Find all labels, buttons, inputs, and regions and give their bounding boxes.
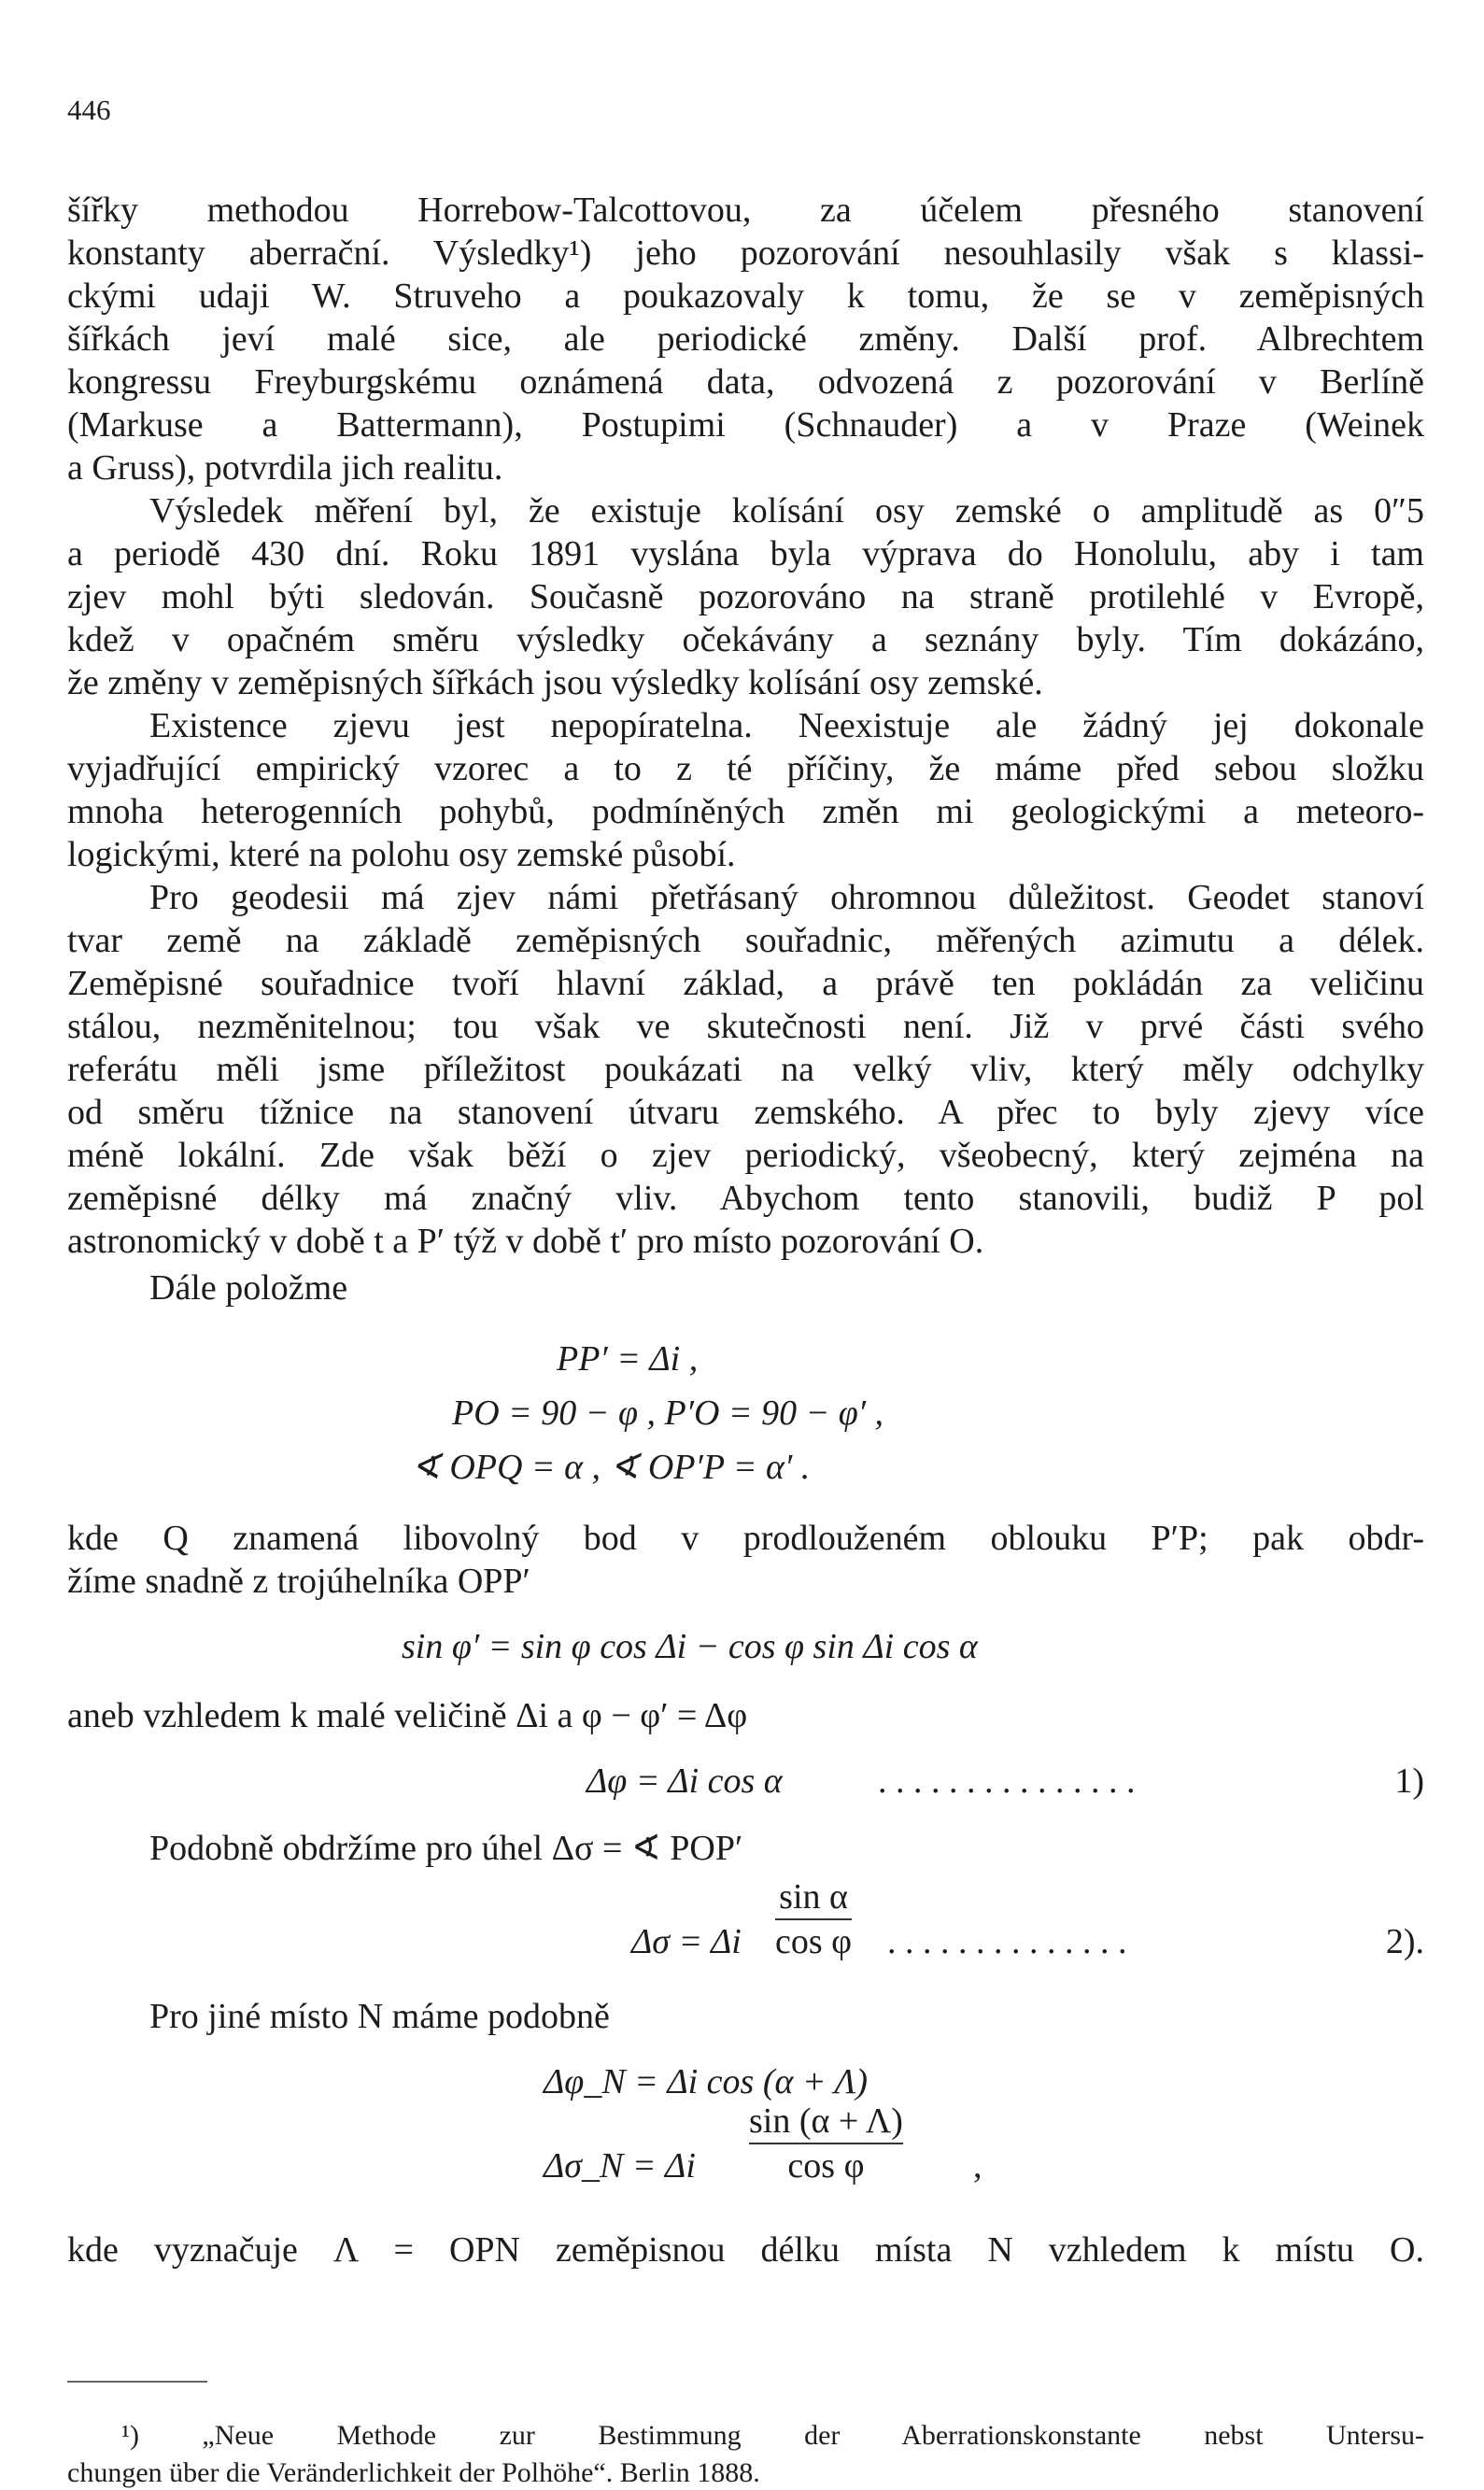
text-line: vyjadřující empirický vzorec a to z té příčiny, že máme před sebou složku bbox=[67, 749, 1424, 788]
text-line: tvar země na základě zeměpisných souřadnic, měřených azimutu a délek. bbox=[67, 921, 1424, 960]
fraction bbox=[775, 1877, 852, 1961]
equation: PP′ = Δi , bbox=[557, 1339, 699, 1379]
text-line: od směru tížnice na stanovení útvaru zemského. A přec to byly zjevy více bbox=[67, 1093, 1424, 1132]
footnote-divider bbox=[67, 2381, 207, 2383]
text-line: zeměpisné délky má značný vliv. Abychom tento stanovili, budiž P pol bbox=[67, 1179, 1424, 1218]
equation: Δσ_N = Δi bbox=[544, 2146, 696, 2186]
text-line: Podobně obdržíme pro úhel Δσ = ∢ POP′ bbox=[149, 1829, 743, 1868]
leader-dots: . . . . . . . . . . . . . . . bbox=[878, 1761, 1136, 1801]
text-line: šířkách jeví malé sice, ale periodické změny. Další prof. Albrechtem bbox=[67, 319, 1424, 359]
text-line: aneb vzhledem k malé veličině Δi a φ − φ′ = Δφ bbox=[67, 1696, 748, 1735]
text-line: (Markuse a Battermann), Postupimi (Schnauder) a v Praze (Weinek bbox=[67, 405, 1424, 445]
text-line: Zeměpisné souřadnice tvoří hlavní základ, a právě ten pokládán za veličinu bbox=[67, 964, 1424, 1003]
equation: sin φ′ = sin φ cos Δi − cos φ sin Δi cos α bbox=[402, 1627, 978, 1666]
text-line: šířky methodou Horrebow-Talcottovou, za účelem přesného stanovení bbox=[67, 191, 1424, 230]
text-line: zjev mohl býti sledován. Současně pozorováno na straně protilehlé v Evropě, bbox=[67, 577, 1424, 616]
text-line: logickými, které na polohu osy zemské působí. bbox=[67, 835, 736, 874]
text-line: kongressu Freyburgskému oznámená data, odvozená z pozorování v Berlíně bbox=[67, 362, 1424, 402]
text-line: a Gruss), potvrdila jich realitu. bbox=[67, 448, 503, 488]
text-line: stálou, nezměnitelnou; tou však ve skutečnosti není. Již v prvé části svého bbox=[67, 1007, 1424, 1046]
text-line: Pro jiné místo N máme podobně bbox=[149, 1997, 610, 2036]
text-line: že změny v zeměpisných šířkách jsou výsledky kolísání osy zemské. bbox=[67, 663, 1043, 702]
equation: ∢ OPQ = α , ∢ OP′P = α′ . bbox=[411, 1448, 811, 1487]
equation: Δφ = Δi cos α bbox=[587, 1761, 783, 1801]
equation: PO = 90 − φ , P′O = 90 − φ′ , bbox=[452, 1394, 884, 1433]
text-line: kdež v opačném směru výsledky očekávány a seznány byly. Tím dokázáno, bbox=[67, 620, 1424, 659]
text-line: kde Q znamená libovolný bod v prodlouženém oblouku P′P; pak obdr- bbox=[67, 1519, 1424, 1558]
equation-number: 2). bbox=[1385, 1922, 1424, 1961]
fraction-denominator: cos φ bbox=[787, 2146, 865, 2186]
text-line: Pro geodesii má zjev námi přetřásaný ohromnou důležitost. Geodet stanoví bbox=[149, 878, 1424, 917]
punctuation: , bbox=[973, 2146, 982, 2186]
equation-number: 1) bbox=[1394, 1761, 1424, 1801]
text-line: a periodě 430 dní. Roku 1891 vyslána byla výprava do Honolulu, aby i tam bbox=[67, 534, 1424, 573]
equation: Δσ = Δi bbox=[631, 1922, 742, 1961]
text-line: konstanty aberrační. Výsledky¹) jeho pozorování nesouhlasily však s klassi- bbox=[67, 233, 1424, 273]
text-line: Existence zjevu jest nepopíratelna. Neexistuje ale žádný jej dokonale bbox=[149, 706, 1424, 745]
text-line: méně lokální. Zde však běží o zjev periodický, všeobecný, který zejména na bbox=[67, 1136, 1424, 1175]
text-line: Výsledek měření byl, že existuje kolísání osy zemské o amplitudě as 0″5 bbox=[149, 491, 1424, 531]
fraction-bar bbox=[775, 1918, 852, 1920]
text-line: referátu měli jsme příležitost poukázati na velký vliv, který měly odchylky bbox=[67, 1050, 1424, 1089]
text-line: ckými udaji W. Struveho a poukazovaly k tomu, že se v zeměpisných bbox=[67, 276, 1424, 316]
equation: Δφ_N = Δi cos (α + Λ) bbox=[544, 2062, 868, 2101]
footnote-line: chungen über die Veränderlichkeit der Polhöhe“. Berlin 1888. bbox=[67, 2457, 760, 2488]
text-line: žíme snadně z trojúhelníka OPP′ bbox=[67, 1562, 530, 1601]
text-line: astronomický v době t a P′ týž v době t′ pro místo pozorování O. bbox=[67, 1222, 984, 1261]
fraction bbox=[749, 2101, 903, 2186]
leader-dots: . . . . . . . . . . . . . . bbox=[887, 1922, 1127, 1961]
fraction-bar bbox=[749, 2143, 903, 2144]
footnote-line: ¹) „Neue Methode zur Bestimmung der Aberrationskonstante nebst Untersu- bbox=[121, 2420, 1424, 2451]
fraction-numerator: sin (α + Λ) bbox=[749, 2101, 903, 2141]
page-number: 446 bbox=[67, 93, 111, 126]
text-line: mnoha heterogenních pohybů, podmíněných změn mi geologickými a meteoro- bbox=[67, 792, 1424, 831]
fraction-denominator: cos φ bbox=[775, 1922, 853, 1961]
text-line: Dále položme bbox=[149, 1268, 348, 1308]
text-line: kde vyznačuje Λ = OPN zeměpisnou délku místa N vzhledem k místu O. bbox=[67, 2230, 1424, 2270]
fraction-numerator: sin α bbox=[779, 1877, 848, 1917]
